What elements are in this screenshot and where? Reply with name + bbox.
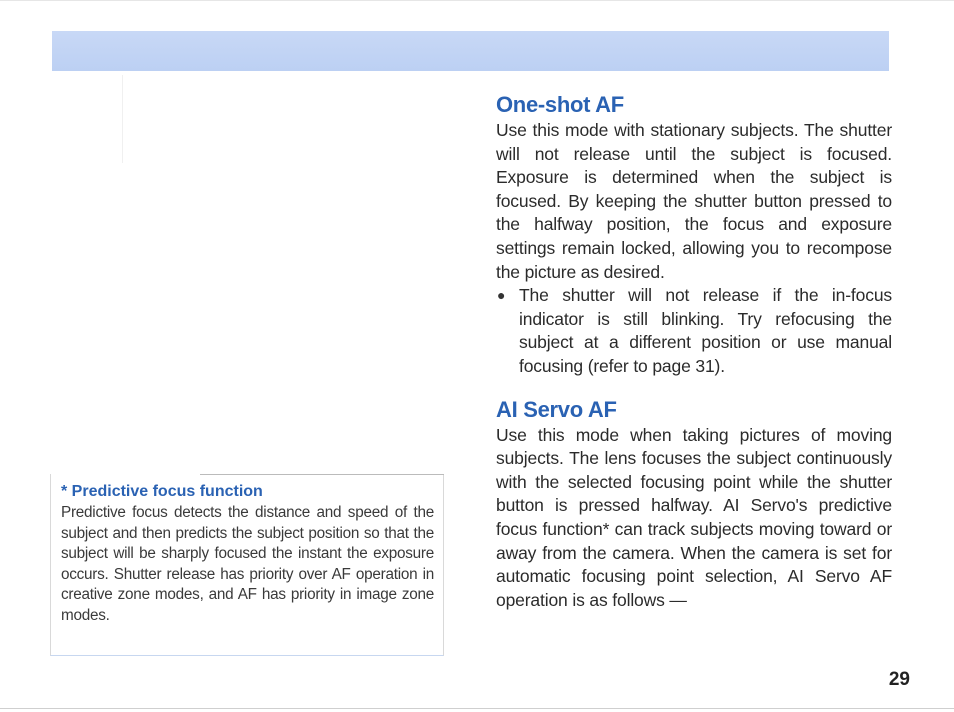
main-column <box>496 92 892 612</box>
header-color-band <box>52 31 889 71</box>
predictive-focus-note <box>61 481 434 627</box>
note-heading: * Predictive focus function <box>61 483 263 500</box>
ai-servo-heading: AI Servo AF <box>496 396 617 422</box>
bullet-dot-icon: ● <box>497 287 506 304</box>
one-shot-body: Use this mode with stationary subjects. The shutter will not release until the subject is focused. Exposure is determined when the subject is focused. By keeping the shutter button pressed to the halfway position, the focus and exposure settings remain locked, allowing you to recompose the picture as desired. <box>496 120 892 282</box>
bottom-edge-rule <box>0 708 954 709</box>
one-shot-heading: One-shot AF <box>496 92 624 117</box>
faint-guide-line <box>122 75 123 163</box>
one-shot-bullet <box>496 284 892 378</box>
one-shot-section <box>496 92 892 379</box>
ai-servo-section <box>496 397 892 613</box>
top-edge-rule <box>0 0 954 1</box>
note-body: Predictive focus detects the distance and speed of the subject and then predicts the subject position so that the subject will be sharply focused the instant the exposure occurs. Shutter release has priority over AF operation in creative zone modes, and AF has priority in image zone modes. <box>61 504 434 624</box>
one-shot-bullet-text: The shutter will not release if the in-focus indicator is still blinking. Try refocusing the subject at a different position or use manual focusing (refer to page 31). <box>519 285 892 376</box>
page-number: 29 <box>888 669 910 690</box>
note-top-rule <box>200 474 444 475</box>
ai-servo-body: Use this mode when taking pictures of moving subjects. The lens focuses the subject continuously with the selected focusing point while the shutter button is pressed halfway. AI Servo's predictive focus function* can track subjects moving toward or away from the camera. When the camera is set for automatic focusing point selection, AI Servo AF operation is as follows — <box>496 424 892 610</box>
